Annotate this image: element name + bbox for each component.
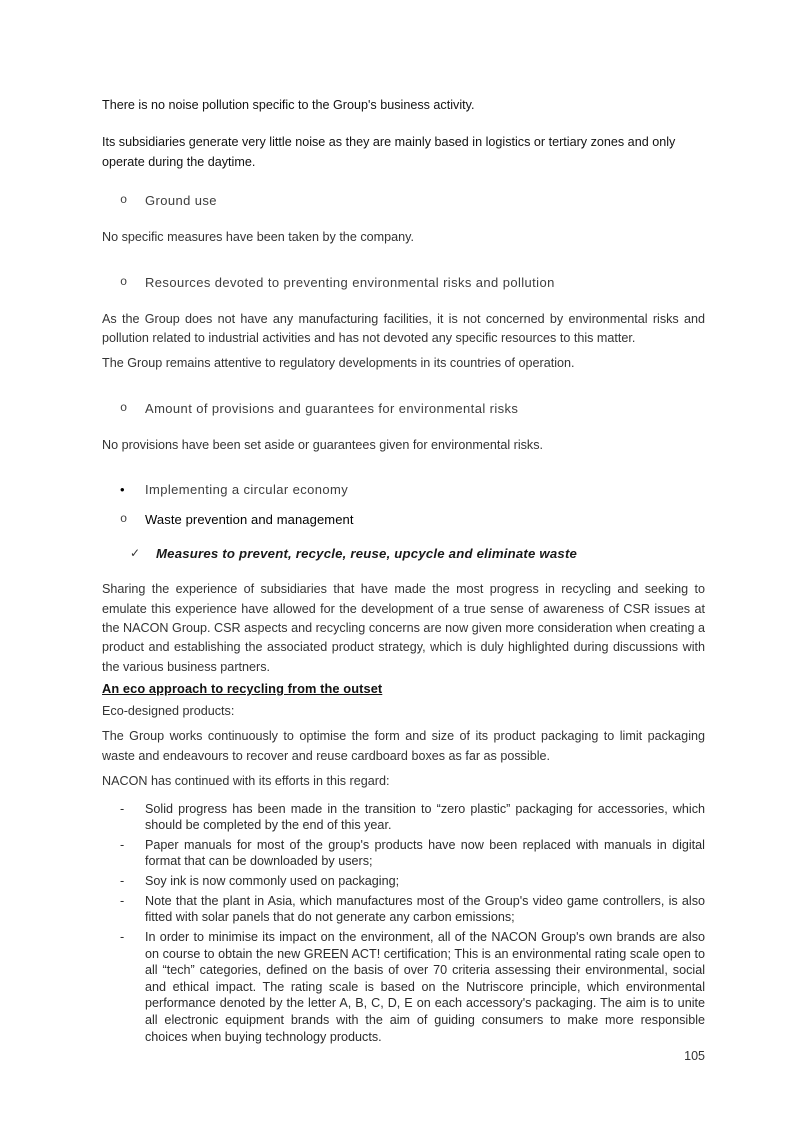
bullet-label: Amount of provisions and guarantees for environmental risks [145, 400, 519, 416]
paragraph-sharing: Sharing the experience of subsidiaries that have made the most progress in recycling and seeking to emulate this experience have allowed for the development of a true sense of awareness of CSR issues at the NACON Group. CSR aspects and recycling concerns are now given more consideration when creating a product and establishing the associated product strategy, which is duly highlighted during discussions with the various business partners. [102, 582, 705, 674]
bullet-label: Implementing a circular economy [145, 482, 349, 498]
circle-bullet-icon: o [120, 400, 128, 415]
bullet-item-circular-economy [120, 482, 705, 497]
paragraph-no-measures: No specific measures have been taken by the company. [102, 230, 414, 245]
check-item-measures [130, 546, 705, 561]
dash-list [102, 801, 705, 1046]
dash-bullet-icon: - [120, 874, 125, 889]
checkmark-icon: ✓ [130, 546, 141, 561]
check-item-label: Measures to prevent, recycle, reuse, upcycle and eliminate waste [156, 546, 578, 562]
bullet-label: Resources devoted to preventing environmental risks and pollution [145, 274, 555, 290]
dash-bullet-icon: - [120, 929, 125, 944]
paragraph-no-provisions: No provisions have been set aside or guarantees given for environmental risks. [102, 437, 544, 452]
bullet-item-provisions [120, 401, 705, 416]
circle-bullet-icon: o [120, 193, 128, 208]
section-heading-eco: An eco approach to recycling from the outset [102, 681, 383, 697]
bullet-item-resources [120, 275, 705, 290]
paragraph-eco-products: Eco-designed products: [102, 704, 235, 719]
list-item-text: Solid progress has been made in the transition to “zero plastic” packaging for accessories, which should be completed by the end of this year. [145, 801, 705, 833]
paragraph-no-manufacturing: As the Group does not have any manufacturing facilities, it is not concerned by environmental risks and pollution related to industrial activities and has not devoted any specific resources to this matter. [102, 311, 705, 345]
list-item [120, 929, 705, 1045]
dash-bullet-icon: - [120, 801, 125, 816]
bullet-label: Waste prevention and management [145, 512, 354, 528]
bullet-item-waste [120, 512, 705, 527]
bullet-label: Ground use [145, 193, 217, 209]
circle-bullet-icon: o [120, 274, 128, 289]
circle-bullet-icon: o [120, 512, 128, 527]
paragraph-regulatory: The Group remains attentive to regulatory developments in its countries of operation. [102, 356, 575, 371]
list-item [120, 873, 705, 890]
dash-bullet-icon: - [120, 893, 125, 908]
list-item [120, 893, 705, 926]
paragraph-noise: There is no noise pollution specific to the Group's business activity. [102, 98, 475, 112]
list-item-text: Paper manuals for most of the group's products have now been replaced with manuals in digital format that can be downloaded by users; [145, 837, 705, 869]
dash-bullet-icon: - [120, 837, 125, 852]
list-item-text: Soy ink is now commonly used on packaging; [145, 874, 400, 889]
paragraph-subsidiaries: Its subsidiaries generate very little noise as they are mainly based in logistics or tertiary zones and only operate during the daytime. [102, 135, 676, 169]
list-item-text: Note that the plant in Asia, which manufactures most of the Group's video game controllers, is also fitted with solar panels that do not generate any carbon emissions; [145, 893, 705, 925]
list-item-text: In order to minimise its impact on the environment, all of the NACON Group's own brands are also on course to obtain the new GREEN ACT! certification; This is an environmental rating scale open to all “tech” categories, defined on the basis of over 70 criteria assessing their environmental, social and ethical impact. The rating scale is based on the Nutriscore principle, which environmental performance denoted by the letter A, B, C, D, E on each accessory's packaging. The aim is to unite all electronic equipment brands with the aim of guiding consumers to make more responsible choices when buying technology products. [145, 929, 705, 1044]
disc-bullet-icon: • [120, 482, 125, 498]
list-item [120, 801, 705, 834]
paragraph-packaging: The Group works continuously to optimise the form and size of its product packaging to limit packaging waste and endeavours to recover and reuse cardboard boxes as far as possible. [102, 729, 705, 763]
list-item [120, 837, 705, 870]
paragraph-nacon-efforts: NACON has continued with its efforts in this regard: [102, 774, 390, 789]
bullet-item-ground-use [120, 193, 705, 208]
page-number: 105 [684, 1049, 705, 1063]
